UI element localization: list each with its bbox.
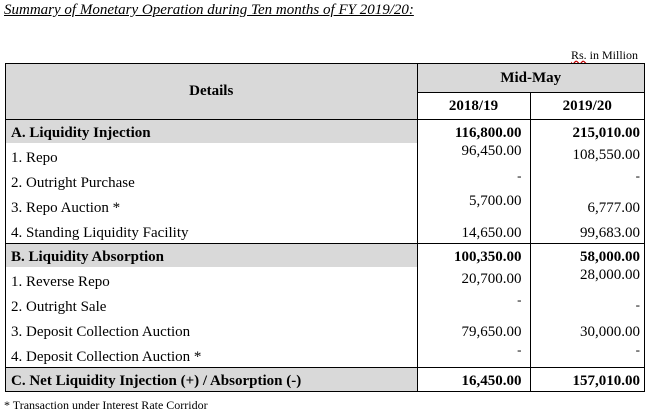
table-row bbox=[6, 292, 644, 317]
row-value: - bbox=[635, 296, 641, 312]
table-row bbox=[6, 193, 644, 218]
net-value: 16,450.00 bbox=[417, 368, 530, 392]
row-label: 4. Deposit Collection Auction * bbox=[6, 342, 417, 368]
table-row bbox=[6, 143, 644, 168]
row-value: 28,000.00 bbox=[580, 267, 641, 283]
footnote: * Transaction under Interest Rate Corridor bbox=[4, 398, 208, 412]
row-value: 20,700.00 bbox=[417, 267, 530, 292]
row-value: - bbox=[635, 168, 641, 183]
table-row bbox=[6, 342, 644, 368]
period-header: Mid-May bbox=[417, 64, 644, 93]
row-value: 30,000.00 bbox=[580, 324, 641, 340]
row-label: 2. Outright Sale bbox=[6, 292, 417, 317]
row-label: 2. Outright Purchase bbox=[6, 168, 417, 193]
row-value: - bbox=[417, 168, 530, 193]
row-value: 14,650.00 bbox=[417, 218, 530, 244]
section-total: 58,000.00 bbox=[530, 244, 644, 268]
section-heading: B. Liquidity Absorption bbox=[6, 244, 417, 268]
net-label: C. Net Liquidity Injection (+) / Absorption (-) bbox=[6, 368, 417, 392]
details-header: Details bbox=[6, 64, 417, 120]
table-row bbox=[6, 218, 644, 244]
unit-currency: Rs. bbox=[570, 48, 587, 62]
year-header-1: 2018/19 bbox=[417, 93, 530, 120]
section-heading: A. Liquidity Injection bbox=[6, 120, 417, 144]
year-header-2: 2019/20 bbox=[530, 93, 644, 120]
row-value: - bbox=[635, 342, 641, 357]
monetary-operation-table bbox=[5, 63, 645, 392]
row-label: 4. Standing Liquidity Facility bbox=[6, 218, 417, 244]
net-value: 157,010.00 bbox=[530, 368, 644, 392]
row-label: 1. Reverse Repo bbox=[6, 267, 417, 292]
row-value: 99,683.00 bbox=[580, 225, 641, 241]
row-label: 3. Deposit Collection Auction bbox=[6, 317, 417, 342]
row-value: 108,550.00 bbox=[572, 147, 641, 163]
row-value: 96,450.00 bbox=[417, 143, 530, 168]
row-value: - bbox=[417, 292, 530, 317]
net-row bbox=[6, 368, 644, 392]
section-total: 100,350.00 bbox=[417, 244, 530, 268]
section-total: 215,010.00 bbox=[530, 120, 644, 144]
table-row bbox=[6, 317, 644, 342]
row-label: 1. Repo bbox=[6, 143, 417, 168]
table-row bbox=[6, 267, 644, 292]
section-row bbox=[6, 120, 644, 144]
section-row bbox=[6, 244, 644, 268]
unit-scale: in Million bbox=[586, 48, 638, 62]
row-value: 6,777.00 bbox=[587, 200, 641, 216]
unit-note bbox=[571, 48, 638, 63]
row-value: - bbox=[417, 342, 530, 368]
row-value: 79,650.00 bbox=[417, 317, 530, 342]
table-row bbox=[6, 168, 644, 193]
row-value: 5,700.00 bbox=[417, 193, 530, 218]
row-label: 3. Repo Auction * bbox=[6, 193, 417, 218]
section-total: 116,800.00 bbox=[417, 120, 530, 144]
page-title: Summary of Monetary Operation during Ten months of FY 2019/20: bbox=[4, 2, 414, 18]
